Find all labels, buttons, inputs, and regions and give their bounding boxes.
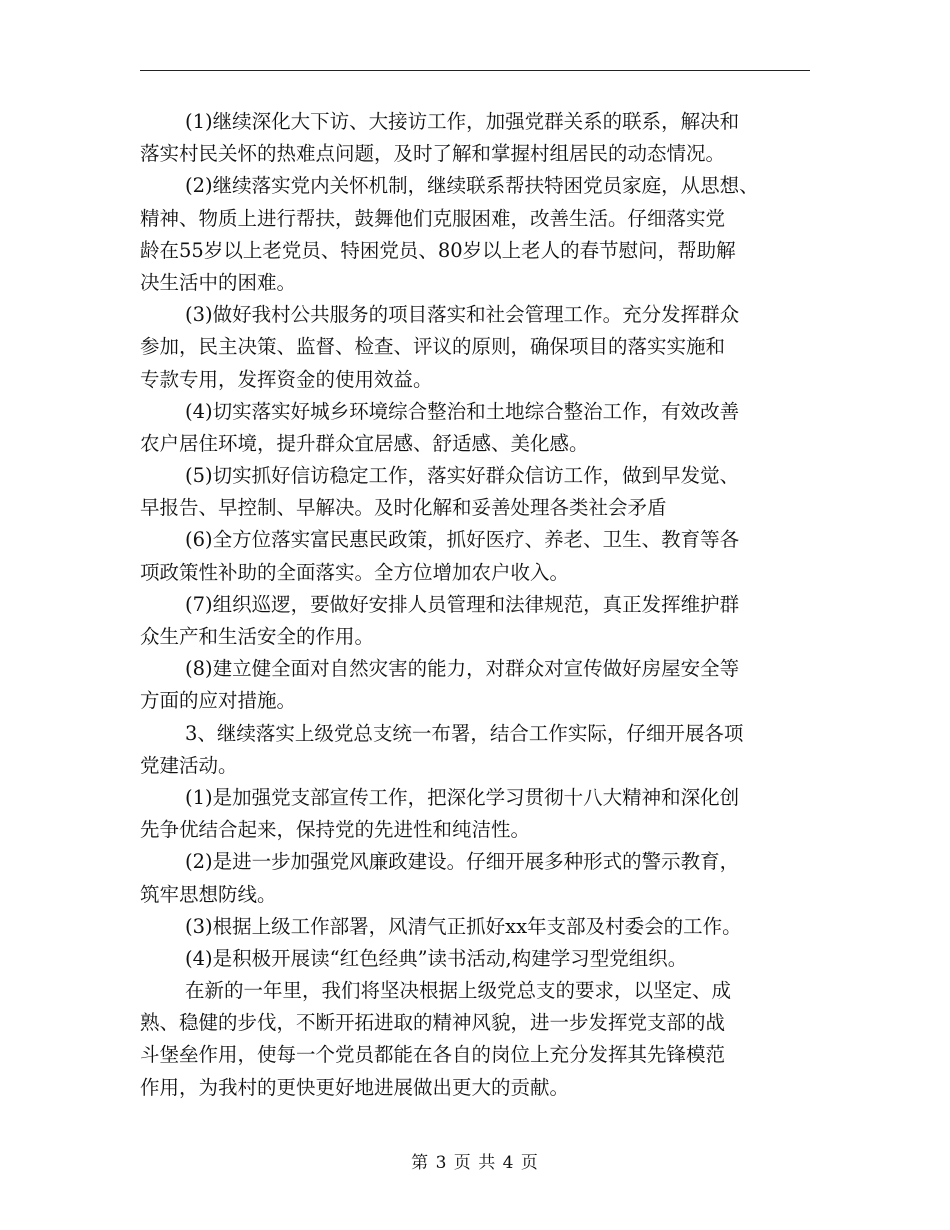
text-line: (2)继续落实党内关怀机制，继续联系帮扶特困党员家庭，从思想、	[185, 174, 759, 198]
text-line: (7)组织巡逻，要做好安排人员管理和法律规范，真正发挥维护群	[185, 592, 740, 616]
text-line: 3、继续落实上级党总支统一布署，结合工作实际，仔细开展各项	[185, 721, 744, 745]
text-line: (3)根据上级工作部署，风清气正抓好xx年支部及村委会的工作。	[185, 914, 742, 938]
header-rule	[140, 70, 810, 71]
text-line: 先争优结合起来，保持党的先进性和纯洁性。	[140, 818, 531, 842]
text-line: 龄在55岁以上老党员、特困党员、80岁以上老人的春节慰问，帮助解	[140, 238, 736, 262]
text-line: 方面的应对措施。	[140, 689, 297, 713]
text-line: (4)是积极开展读“红色经典”读书活动,构建学习型党组织。	[185, 946, 688, 970]
text-line: 项政策性补助的全面落实。全方位增加农户收入。	[140, 560, 570, 584]
text-line: 专款专用，发挥资金的使用效益。	[140, 367, 433, 391]
text-line: 斗堡垒作用，使每一个党员都能在各自的岗位上充分发挥其先锋模范	[140, 1043, 726, 1067]
text-line: 精神、物质上进行帮扶，鼓舞他们克服困难，改善生活。仔细落实党	[140, 206, 726, 230]
document-body	[140, 106, 820, 1104]
text-line: 落实村民关怀的热难点问题，及时了解和掌握村组居民的动态情况。	[140, 142, 726, 166]
text-line: (5)切实抓好信访稳定工作，落实好群众信访工作，做到早发觉、	[185, 464, 740, 488]
text-line: 作用，为我村的更快更好地进展做出更大的贡献。	[140, 1075, 570, 1099]
text-line: 农户居住环境，提升群众宜居感、舒适感、美化感。	[140, 431, 589, 455]
text-line: 早报告、早控制、早解决。及时化解和妥善处理各类社会矛盾	[140, 496, 667, 520]
text-line: 众生产和生活安全的作用。	[140, 625, 375, 648]
text-line: 熟、稳健的步伐，不断开拓进取的精神风貌，进一步发挥党支部的战	[140, 1011, 726, 1035]
text-line: (2)是进一步加强党风廉政建设。仔细开展多种形式的警示教育，	[185, 850, 740, 874]
page-number: 第 3 页 共 4 页	[411, 1153, 539, 1173]
text-line: (1)是加强党支部宣传工作，把深化学习贯彻十八大精神和深化创	[185, 785, 740, 809]
text-line: 筑牢思想防线。	[140, 882, 277, 906]
text-line: 在新的一年里，我们将坚决根据上级党总支的要求，以坚定、成	[185, 979, 732, 1003]
text-line: (1)继续深化大下访、大接访工作，加强党群关系的联系，解决和	[185, 110, 740, 133]
text-line: (6)全方位落实富民惠民政策，抓好医疗、养老、卫生、教育等各	[185, 528, 740, 552]
text-line: (4)切实落实好城乡环境综合整治和土地综合整治工作，有效改善	[185, 399, 740, 423]
text-line: 党建活动。	[140, 753, 238, 777]
text-line: (3)做好我村公共服务的项目落实和社会管理工作。充分发挥群众	[185, 303, 740, 327]
text-line: 决生活中的困难。	[140, 270, 297, 294]
text-line: 参加，民主决策、监督、检查、评议的原则，确保项目的落实实施和	[140, 335, 726, 359]
text-line: (8)建立健全面对自然灾害的能力，对群众对宣传做好房屋安全等	[185, 657, 740, 681]
